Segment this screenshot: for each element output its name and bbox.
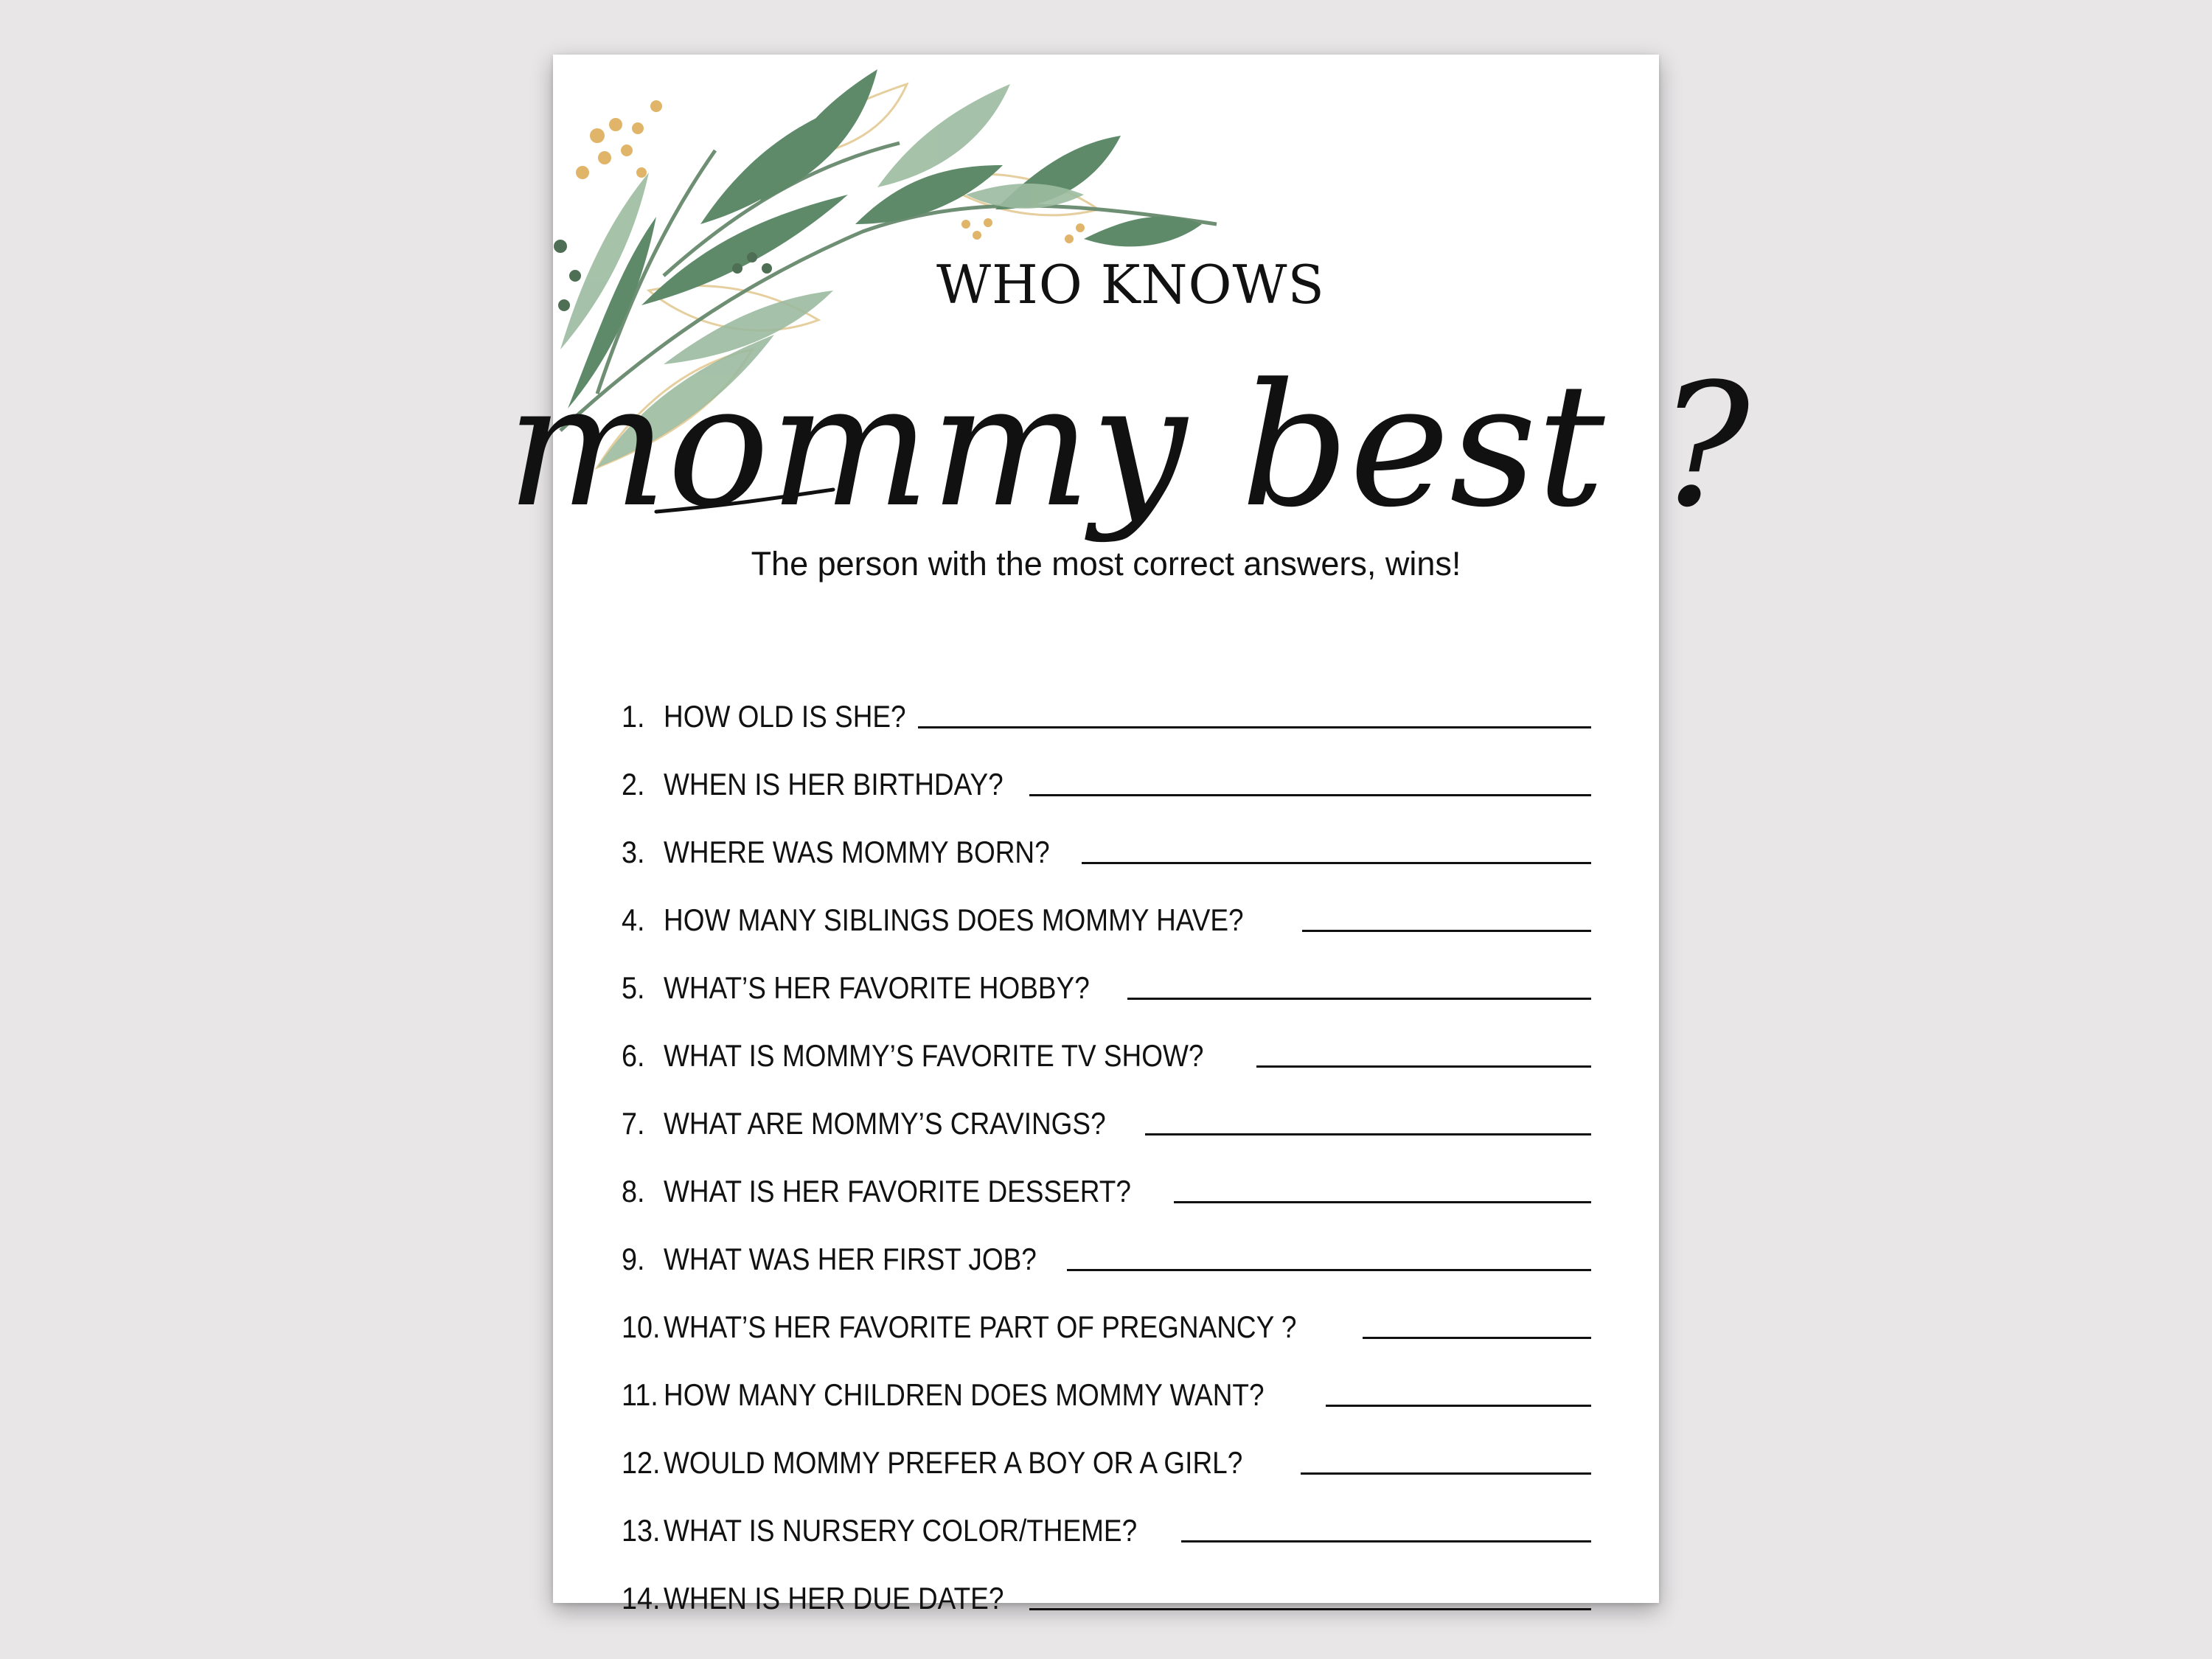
answer-line[interactable]	[1029, 1608, 1591, 1610]
question-item	[622, 1141, 1591, 1209]
question-number: 9.	[622, 1242, 645, 1276]
question-item	[622, 1277, 1591, 1345]
question-item	[622, 1074, 1591, 1141]
answer-line[interactable]	[1256, 1065, 1591, 1068]
question-number: 5.	[622, 970, 645, 1005]
answer-line[interactable]	[1301, 1472, 1591, 1475]
answer-line[interactable]	[1326, 1405, 1591, 1407]
question-item	[622, 667, 1591, 734]
question-number: 2.	[622, 767, 645, 801]
question-list	[622, 667, 1591, 1616]
question-number: 11.	[622, 1377, 658, 1412]
question-text: HOW MANY CHILDREN DOES MOMMY WANT?	[664, 1377, 1265, 1412]
question-item	[622, 1548, 1591, 1616]
answer-line[interactable]	[1082, 862, 1591, 864]
question-text: WHAT’S HER FAVORITE PART OF PREGNANCY ?	[664, 1310, 1297, 1344]
question-number: 8.	[622, 1174, 645, 1208]
question-number: 7.	[622, 1106, 645, 1141]
game-card	[506, 55, 1750, 1615]
question-text: WHAT WAS HER FIRST JOB?	[664, 1242, 1037, 1276]
question-number: 13.	[622, 1513, 661, 1548]
question-number: 12.	[622, 1445, 661, 1480]
answer-line[interactable]	[1029, 794, 1591, 796]
question-number: 14.	[622, 1581, 661, 1615]
question-item	[622, 870, 1591, 938]
subtitle: The person with the most correct answers, wins!	[751, 545, 1461, 582]
question-text: WHERE WAS MOMMY BORN?	[664, 835, 1050, 869]
question-number: 1.	[622, 699, 645, 734]
question-item	[622, 1413, 1591, 1481]
title-script	[506, 320, 1750, 571]
answer-line[interactable]	[1174, 1201, 1591, 1203]
question-text: WHAT IS NURSERY COLOR/THEME?	[664, 1513, 1138, 1548]
answer-line[interactable]	[1127, 998, 1591, 1000]
question-number: 10.	[622, 1310, 661, 1344]
answer-line[interactable]	[918, 726, 1591, 728]
answer-line[interactable]	[1145, 1133, 1591, 1135]
question-text: WHEN IS HER DUE DATE?	[664, 1581, 1004, 1615]
question-text: WOULD MOMMY PREFER A BOY OR A GIRL?	[664, 1445, 1243, 1480]
title-who-knows: WHO KNOWS	[936, 254, 1325, 316]
question-number: 6.	[622, 1038, 645, 1073]
answer-line[interactable]	[1067, 1269, 1591, 1271]
question-item	[622, 1481, 1591, 1548]
question-item	[622, 734, 1591, 802]
answer-line[interactable]	[1181, 1540, 1591, 1543]
question-number: 3.	[622, 835, 645, 869]
question-item	[622, 802, 1591, 870]
question-text: HOW MANY SIBLINGS DOES MOMMY HAVE?	[664, 902, 1244, 937]
question-text: WHAT’S HER FAVORITE HOBBY?	[664, 970, 1090, 1005]
question-item	[622, 1006, 1591, 1074]
question-text: WHAT IS MOMMY’S FAVORITE TV SHOW?	[664, 1038, 1204, 1073]
question-number: 4.	[622, 902, 645, 937]
question-text: WHAT ARE MOMMY’S CRAVINGS?	[664, 1106, 1106, 1141]
svg-text:mommy best ?: mommy best ?	[506, 348, 1750, 545]
question-item	[622, 938, 1591, 1006]
question-text: WHAT IS HER FAVORITE DESSERT?	[664, 1174, 1131, 1208]
question-item	[622, 1209, 1591, 1277]
question-text: WHEN IS HER BIRTHDAY?	[664, 767, 1004, 801]
answer-line[interactable]	[1302, 930, 1591, 932]
question-text: HOW OLD IS SHE?	[664, 699, 906, 734]
question-item	[622, 1345, 1591, 1413]
answer-line[interactable]	[1363, 1337, 1592, 1339]
